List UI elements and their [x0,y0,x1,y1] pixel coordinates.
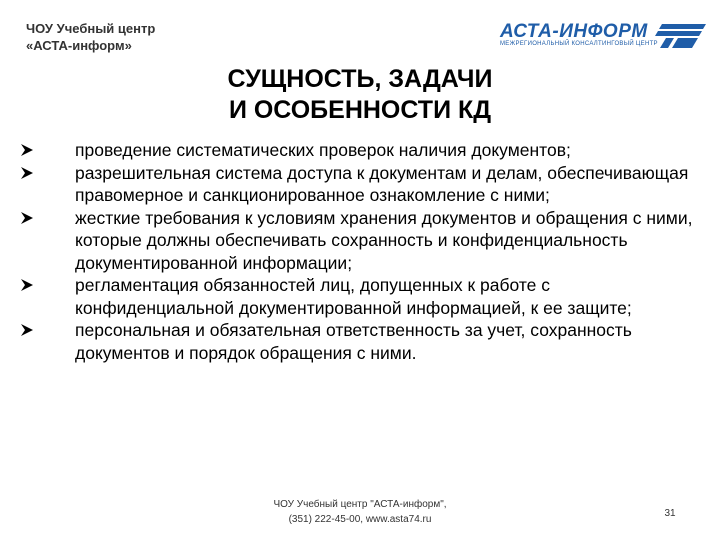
arrowhead-bullet-icon [20,166,34,180]
arrowhead-bullet-icon [20,278,34,292]
slide-title-line1: СУЩНОСТЬ, ЗАДАЧИ [227,65,493,93]
list-item [20,319,700,364]
list-item [20,162,700,207]
footer-line2: (351) 222-45-00, www.asta74.ru [288,514,432,525]
company-logo [500,22,706,50]
organization-name [26,20,155,54]
list-item [20,274,700,319]
arrowhead-bullet-icon [20,323,34,337]
logo-subtitle: МЕЖРЕГИОНАЛЬНЫЙ КОНСАЛТИНГОВЫЙ ЦЕНТР [500,41,658,47]
logo-text: АСТА-ИНФОРМ [500,21,648,42]
slide-title [0,64,720,126]
list-item [20,139,700,162]
arrowhead-bullet-icon [20,211,34,225]
page-number: 31 [664,508,676,519]
list-item [20,207,700,275]
logo-stripes-icon [652,24,706,48]
list-item-text: разрешительная система доступа к документам и делам, обеспечивающая правомерное и санкционированное ознакомление с ними; [75,162,689,205]
slide-footer [240,497,480,527]
list-item-text: проведение систематических проверок наличия документов; [75,140,571,160]
bullet-list [20,139,700,364]
organization-name-line1: ЧОУ Учебный центр [26,21,156,36]
footer-line1: ЧОУ Учебный центр "АСТА-информ", [273,499,447,510]
organization-name-line2: «АСТА-информ» [26,38,132,53]
arrowhead-bullet-icon [20,143,34,157]
list-item-text: персональная и обязательная ответственность за учет, сохранность документов и порядок обращения с ними. [75,320,632,363]
list-item-text: жесткие требования к условиям хранения документов и обращения с ними, которые должны обеспечивать сохранность и конфиденциальность документированной информации; [75,207,693,273]
list-item-text: регламентация обязанностей лиц, допущенных к работе с конфиденциальной документированной информацией, к ее защите; [75,275,632,318]
slide-title-line2: И ОСОБЕННОСТИ КД [228,96,492,124]
